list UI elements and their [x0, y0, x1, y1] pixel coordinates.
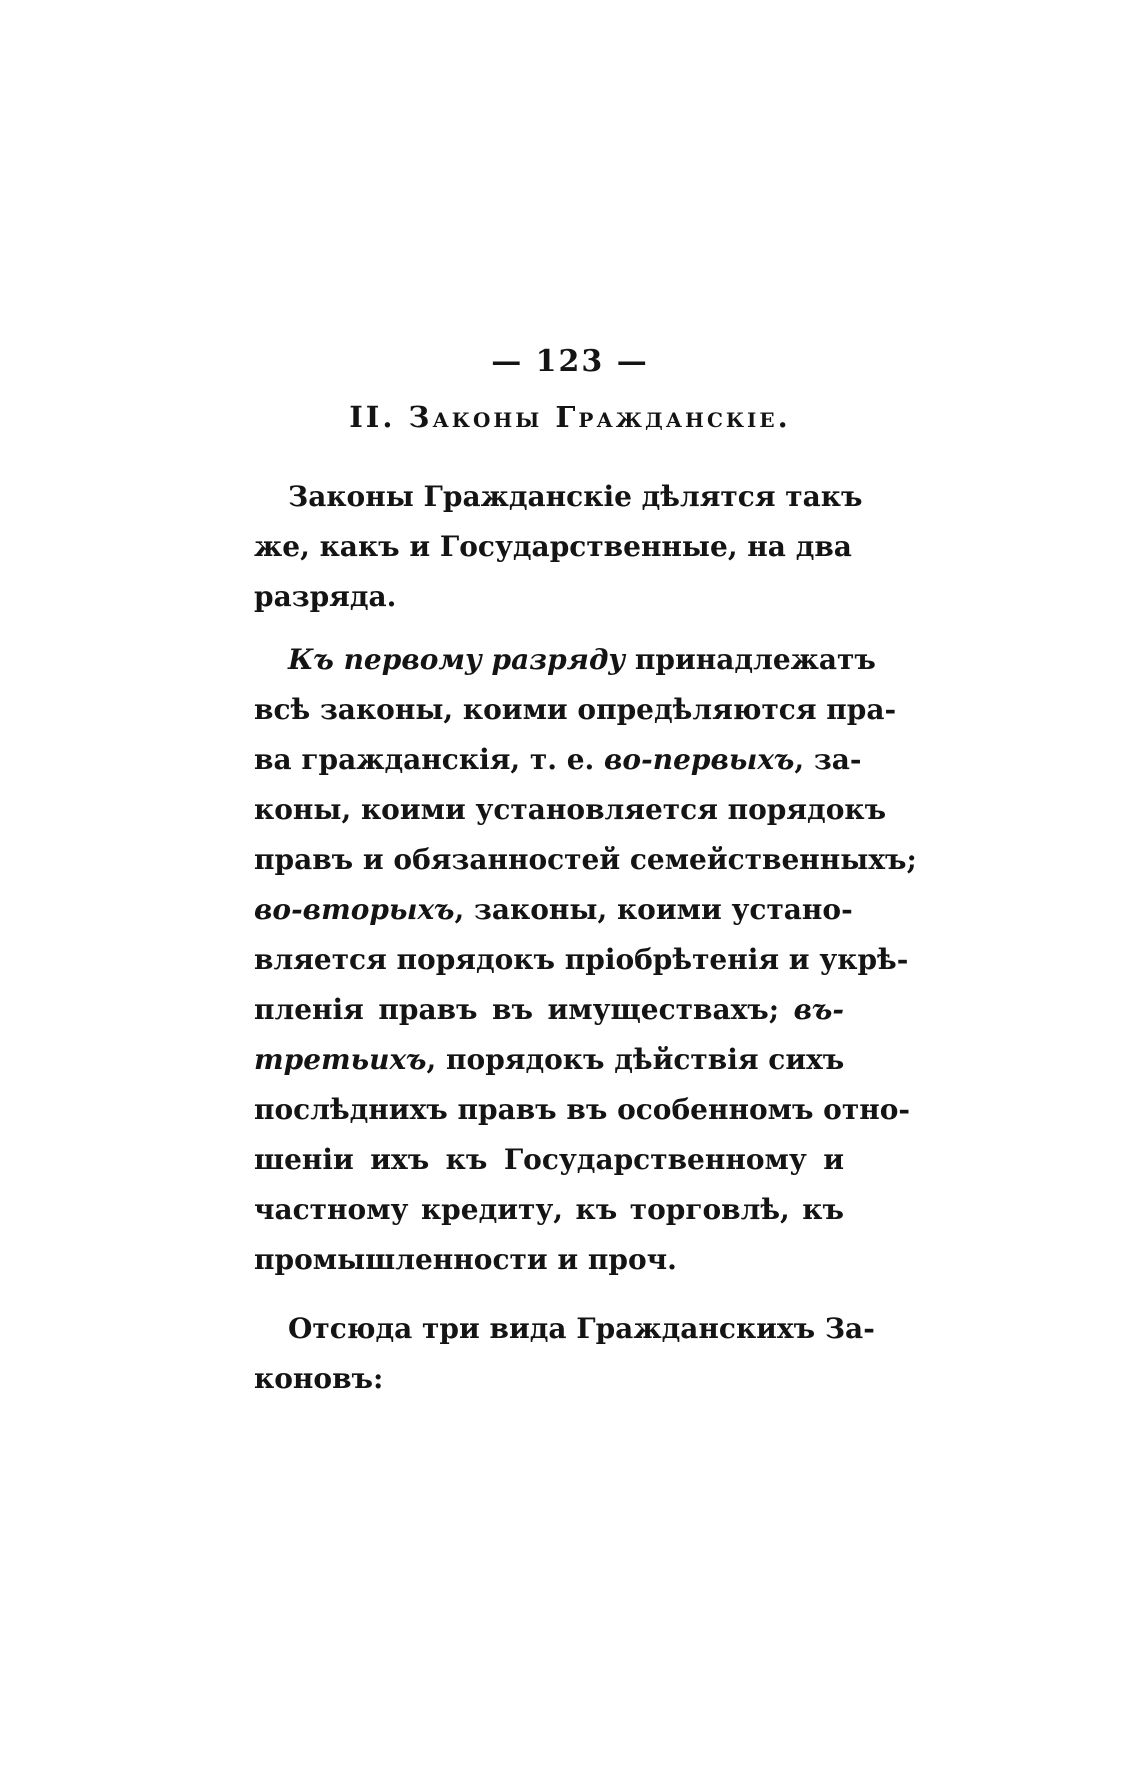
italic-phrase: въ- [793, 993, 844, 1026]
paragraph-1-line-2: же, какъ и Государственные, на два [254, 530, 852, 563]
section-heading: II. Законы Гражданскіе. [349, 400, 791, 434]
paragraph-3 [254, 1304, 875, 1404]
paragraph-2-line-9 [254, 1035, 844, 1085]
text-run: пленія правъ въ имуществахъ; [254, 993, 794, 1026]
paragraph-3-line-1: Отсюда три вида Гражданскихъ За- [288, 1312, 875, 1345]
italic-phrase: во-первыхъ [604, 743, 795, 776]
page-number: — 123 — [491, 344, 649, 379]
text-run: ва гражданскія, т. е. [254, 743, 605, 776]
italic-phrase: во-вторыхъ [254, 893, 455, 926]
text-run: , законы, коими устано- [454, 893, 853, 926]
paragraph-2-line-5: правъ и обязанностей семейственныхъ; [254, 843, 917, 876]
paragraph-2-line-1 [254, 635, 876, 685]
paragraph-1-line-3: разряда. [254, 580, 397, 613]
paragraph-2-line-4: коны, коими установляется порядокъ [254, 793, 887, 826]
paragraph-3-line-2: коновъ: [254, 1362, 384, 1395]
text-run: , порядокъ дѣйствія сихъ [426, 1043, 845, 1076]
paragraph-2-line-8 [254, 985, 844, 1035]
paragraph-2-line-11: шеніи ихъ къ Государственному и [254, 1143, 844, 1176]
paragraph-2-line-12: частному кредиту, къ торговлѣ, къ [254, 1193, 844, 1226]
paragraph-2-line-10: послѣднихъ правъ въ особенномъ отно- [254, 1093, 910, 1126]
paragraph-2-line-7: вляется порядокъ пріобрѣтенія и укрѣ- [254, 943, 909, 976]
paragraph-2-line-3 [254, 735, 862, 785]
paragraph-1 [254, 472, 863, 622]
paragraph-1-line-1: Законы Гражданскіе дѣлятся такъ [288, 480, 863, 513]
text-run: , за- [794, 743, 862, 776]
italic-phrase: Къ первому разряду [288, 643, 626, 676]
paragraph-2 [254, 635, 917, 1285]
text-run: принадлежатъ [625, 643, 876, 676]
paragraph-2-line-2: всѣ законы, коими опредѣляются пра- [254, 693, 897, 726]
paragraph-2-line-13: промышленности и проч. [254, 1243, 677, 1276]
paragraph-2-line-6 [254, 885, 853, 935]
italic-phrase: третьихъ [254, 1043, 427, 1076]
